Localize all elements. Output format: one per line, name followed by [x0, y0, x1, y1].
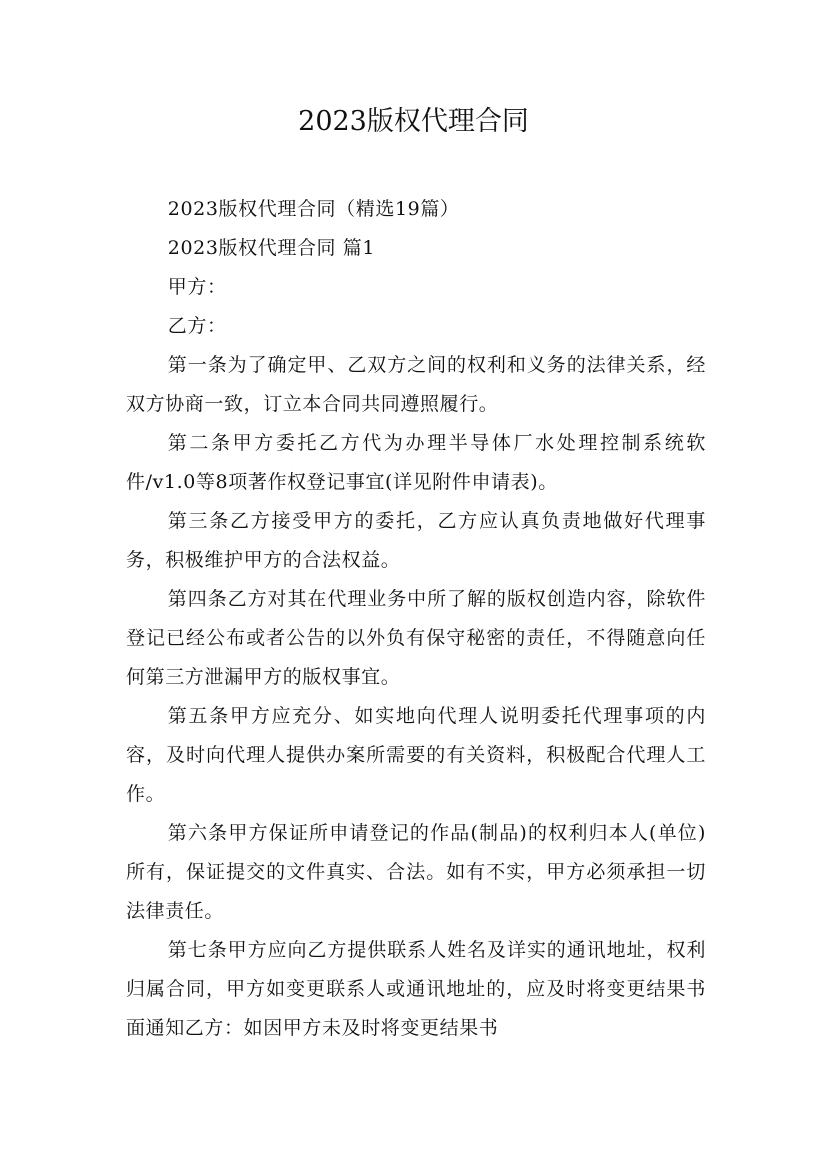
paragraph-subtitle: 2023版权代理合同（精选19篇） — [167, 198, 460, 220]
document-body — [126, 190, 706, 1048]
paragraph-article-2: 第二条甲方委托乙方代为办理半导体厂水处理控制系统软件/v1.0等8项著作权登记事宜(详见附件申请表)。 — [126, 432, 706, 493]
paragraph-party-b: 乙方： — [167, 315, 227, 337]
paragraph-article-1: 第一条为了确定甲、乙双方之间的权利和义务的法律关系，经双方协商一致，订立本合同共同遵照履行。 — [126, 354, 706, 415]
paragraph-party-a: 甲方： — [167, 276, 227, 298]
paragraph-article-7: 第七条甲方应向乙方提供联系人姓名及详实的通讯地址，权利归属合同，甲方如变更联系人或通讯地址的，应及时将变更结果书面通知乙方：如因甲方未及时将变更结果书 — [126, 939, 706, 1039]
paragraph-article-4: 第四条乙方对其在代理业务中所了解的版权创造内容，除软件登记已经公布或者公告的以外负有保守秘密的责任，不得随意向任何第三方泄漏甲方的版权事宜。 — [126, 588, 706, 688]
paragraph-article-5: 第五条甲方应充分、如实地向代理人说明委托代理事项的内容，及时向代理人提供办案所需要的有关资料，积极配合代理人工作。 — [126, 705, 706, 805]
paragraph-article-6: 第六条甲方保证所申请登记的作品(制品)的权利归本人(单位)所有，保证提交的文件真实、合法。如有不实，甲方必须承担一切法律责任。 — [126, 822, 706, 922]
paragraph-article-3: 第三条乙方接受甲方的委托，乙方应认真负责地做好代理事务，积极维护甲方的合法权益。 — [126, 510, 706, 571]
paragraph-section-heading: 2023版权代理合同 篇1 — [167, 237, 376, 259]
document-title: 2023版权代理合同 — [298, 106, 529, 137]
